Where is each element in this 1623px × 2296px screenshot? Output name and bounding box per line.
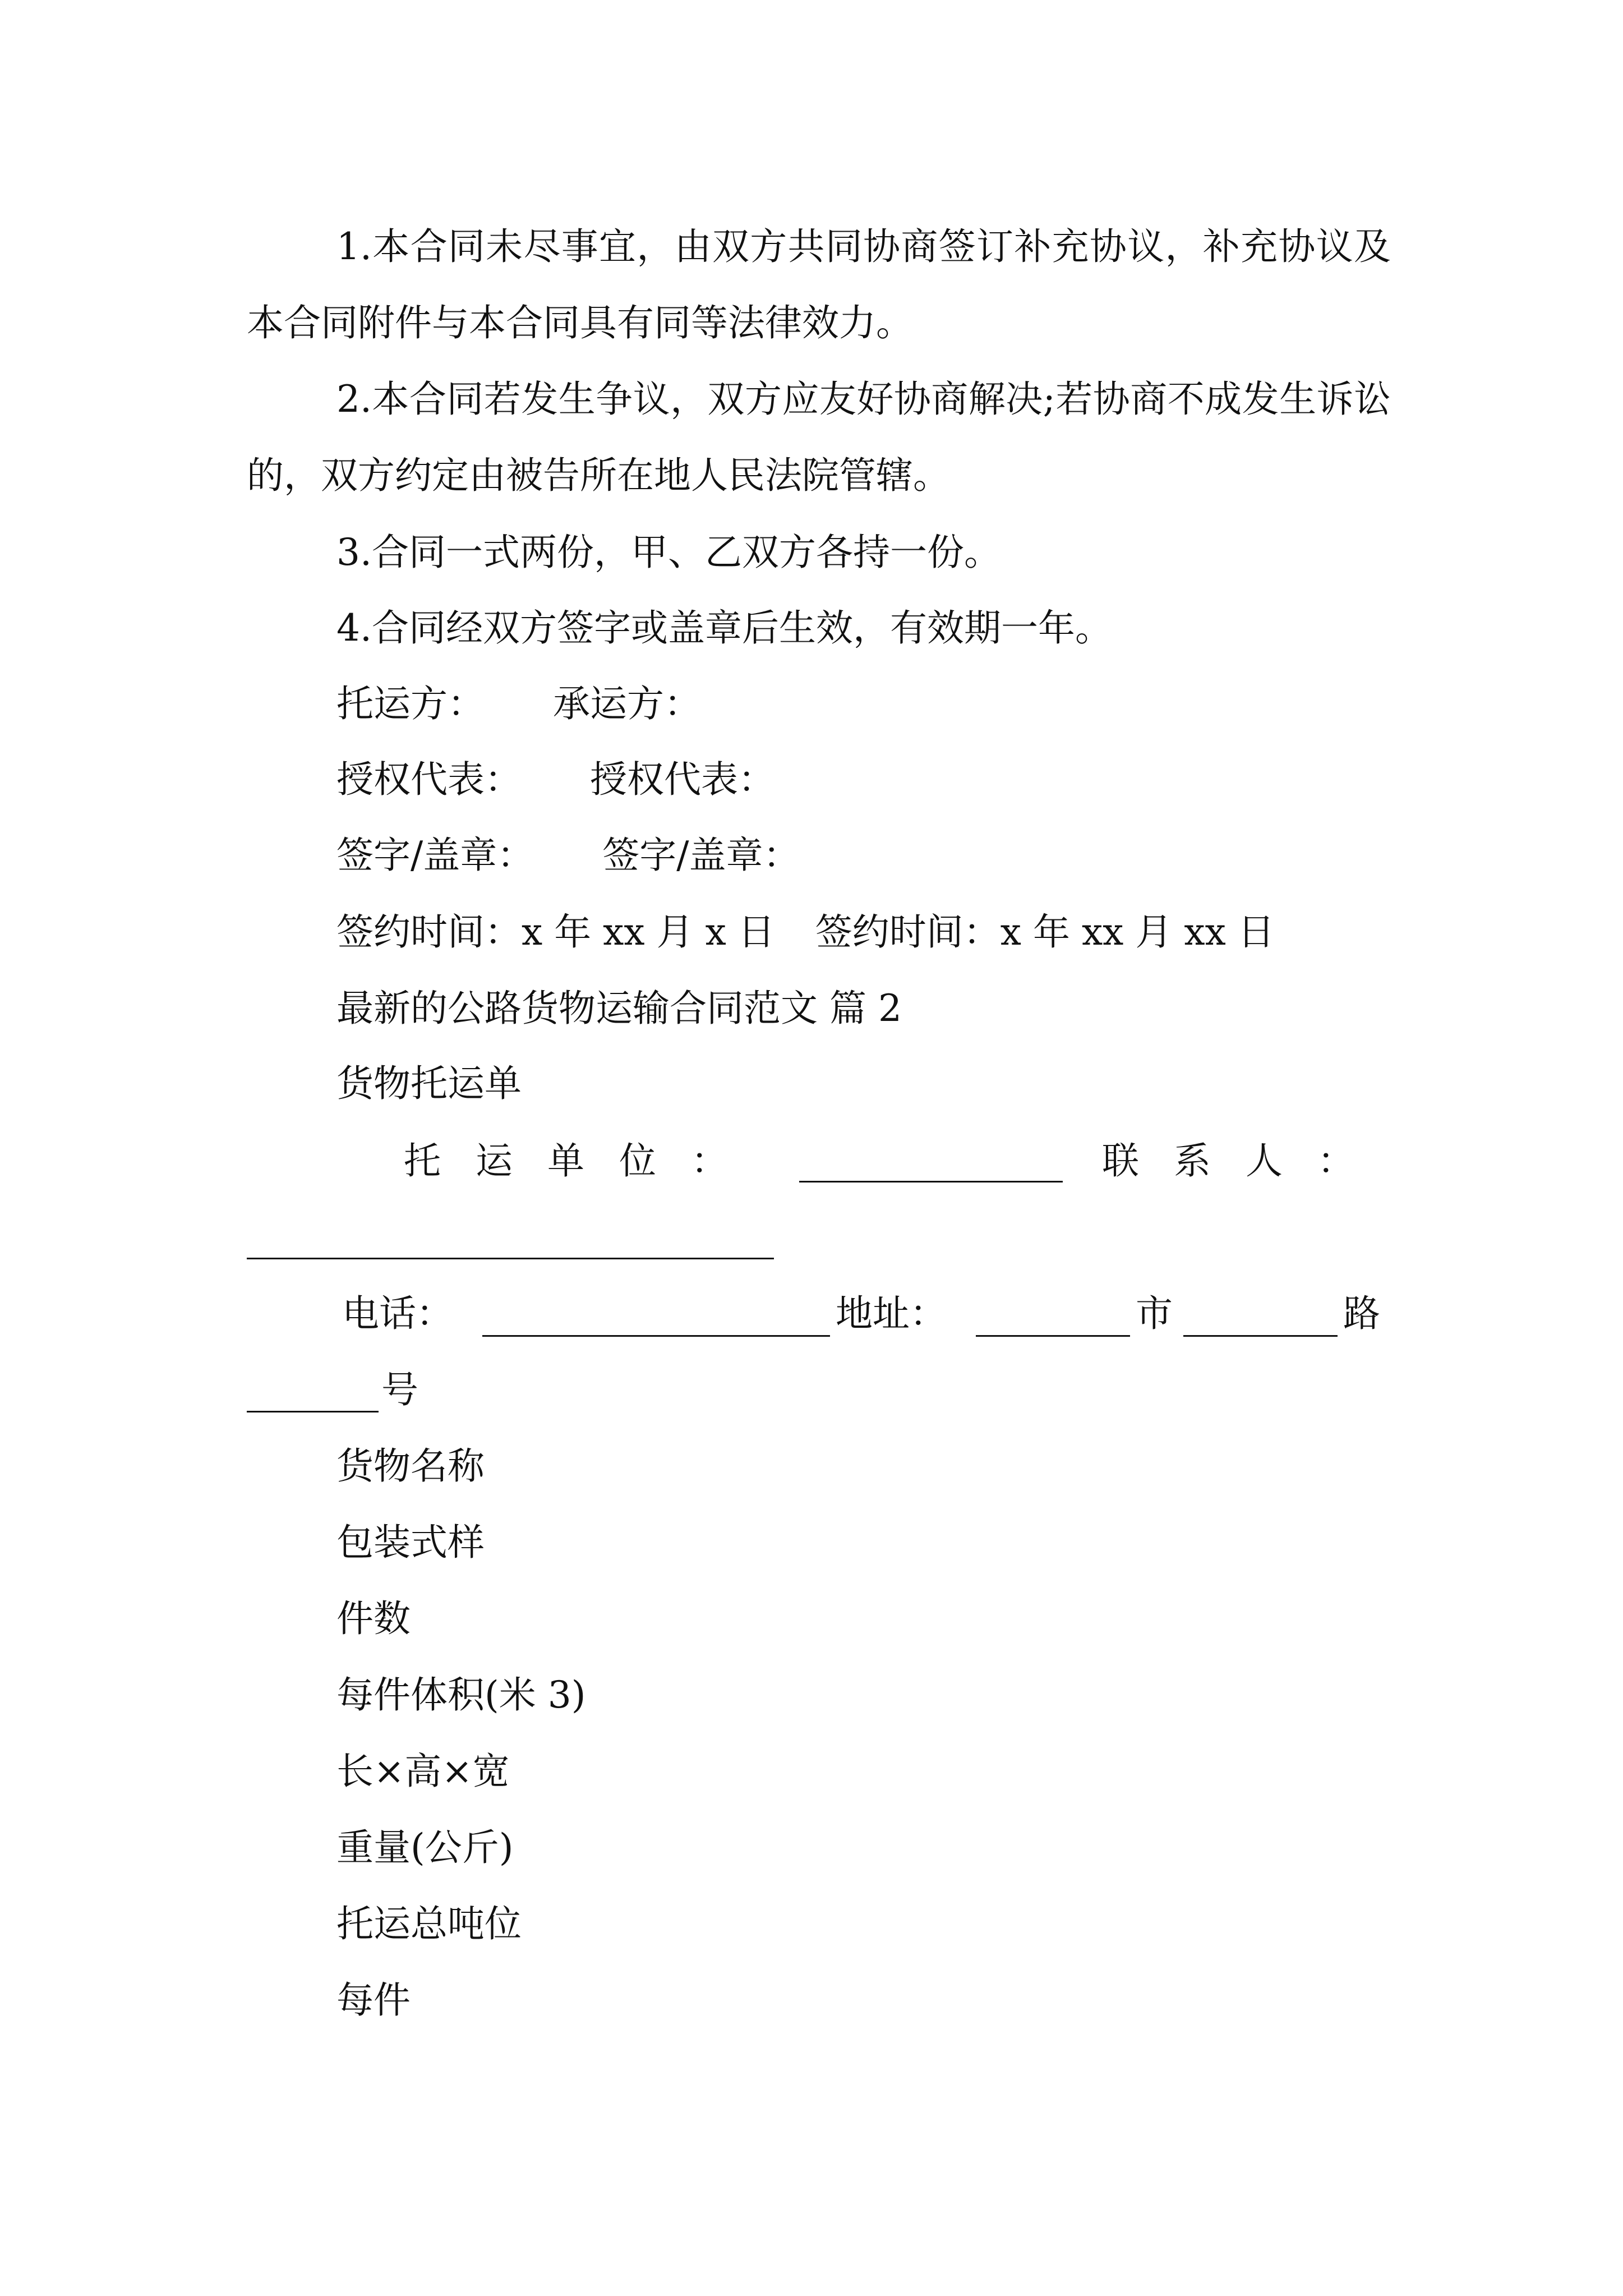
phone-row	[342, 1286, 453, 1342]
clause-1: 1.本合同未尽事宜，由双方共同协商签订补充协议，补充协议及本合同附件与本合同具有同等法律效力。	[247, 225, 1391, 344]
contact-row	[1102, 1133, 1389, 1189]
unit-label: 托运单位：	[404, 1139, 763, 1182]
road-label: 路	[1343, 1292, 1380, 1335]
city-label: 市	[1136, 1292, 1173, 1335]
clause-2: 2.本合同若发生争议，双方应友好协商解决;若协商不成发生诉讼的，双方约定由被告所在地人民法院管辖。	[247, 378, 1391, 497]
field-quantity: 件数	[336, 1597, 411, 1640]
address-label: 地址：	[836, 1292, 947, 1335]
representative-row	[336, 752, 775, 808]
city-blank[interactable]	[976, 1335, 1130, 1337]
field-each: 每件	[336, 1978, 411, 2022]
rep-right: 授权代表：	[589, 758, 775, 801]
field-packaging: 包装式样	[336, 1521, 485, 1564]
clause-3: 3.合同一式两份，甲、乙双方各持一份。	[336, 531, 1001, 574]
number-blank[interactable]	[247, 1411, 379, 1412]
field-volume: 每件体积(米 3)	[336, 1673, 586, 1717]
number-label: 号	[381, 1368, 418, 1411]
contact-blank[interactable]	[247, 1258, 774, 1259]
date-row	[336, 904, 1275, 960]
unit-blank[interactable]	[799, 1181, 1063, 1182]
rep-left: 授权代表：	[336, 758, 522, 801]
field-total-tonnage: 托运总吨位	[336, 1902, 522, 1945]
shipper-label: 托运方：	[336, 682, 485, 725]
section-title: 最新的公路货物运输合同范文 篇 2	[336, 987, 902, 1030]
carrier-label: 承运方：	[552, 682, 701, 725]
seal-right: 签字/盖章：	[602, 834, 800, 877]
party-row	[336, 676, 701, 732]
phone-label: 电话：	[342, 1292, 453, 1335]
contact-label: 联系人：	[1102, 1139, 1389, 1182]
seal-row	[336, 827, 800, 884]
form-title: 货物托运单	[336, 1062, 522, 1105]
phone-blank[interactable]	[482, 1335, 830, 1337]
unit-row	[404, 1133, 763, 1189]
date-right: 签约时间：x 年 xx 月 xx 日	[815, 910, 1275, 954]
field-goods-name: 货物名称	[336, 1444, 485, 1488]
seal-left: 签字/盖章：	[336, 834, 534, 877]
date-left: 签约时间：x 年 xx 月 x 日	[336, 910, 775, 954]
field-weight: 重量(公斤)	[336, 1826, 514, 1869]
field-dimensions: 长×高×宽	[336, 1750, 510, 1793]
clause-4: 4.合同经双方签字或盖章后生效，有效期一年。	[336, 606, 1112, 650]
road-blank[interactable]	[1183, 1335, 1338, 1337]
